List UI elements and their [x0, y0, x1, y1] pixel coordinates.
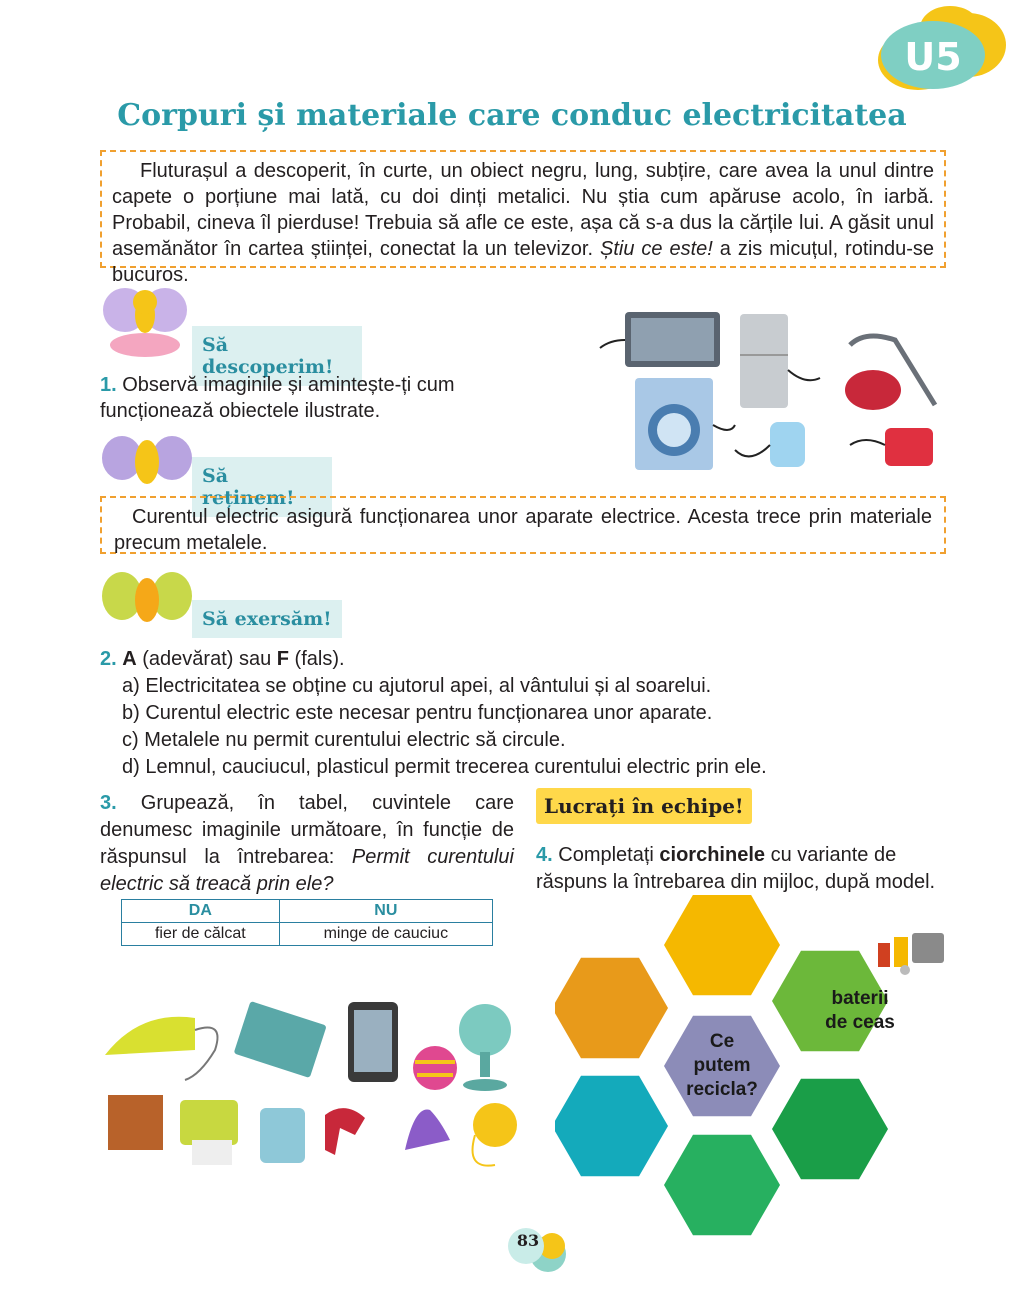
- butterfly-green-icon: [100, 566, 195, 636]
- objects-illustration: [100, 1000, 520, 1175]
- table-cell[interactable]: fier de călcat: [122, 923, 280, 946]
- hexagon-top[interactable]: [664, 895, 780, 995]
- fridge-icon: [740, 314, 788, 408]
- table-header-nu: NU: [279, 900, 492, 923]
- exercise-3: 3. Grupează, în tabel, cuvintele care denumesc imaginile următoare, în funcție de răspunsul la întrebarea: Permit curentului electric să treacă prin ele?: [100, 792, 515, 895]
- hairdryer-icon: [325, 1108, 365, 1155]
- exercise-2-item-c: c) Metalele nu permit curentului electric să circule.: [122, 729, 566, 751]
- retinem-box: [100, 496, 946, 554]
- ball-icon: [413, 1046, 457, 1090]
- butterfly-pink-icon: [100, 280, 190, 360]
- butterfly-purple-icon: [100, 430, 195, 495]
- page-number: 83: [516, 1231, 540, 1250]
- story-text: Fluturașul a descoperit, în curte, un obiect negru, lung, subțire, care avea la unul dintre capete o porțiune mai lată, cu doi dinți metalici. Nu știa cum apăruse acolo, în iarbă. Probabil, cineva îl pierduse! Trebuia să afle ce este, așa că s-a dus la cărțile lui. A găsit unul asemănător în cartea științei, conectat la un televizor. Știu ce este! a zis micuțul, rotindu-se bucuros.: [112, 160, 934, 286]
- exercise-1-text: Observă imaginile și amintește-ți cum funcționează obiectele ilustrate.: [100, 374, 455, 422]
- hex-model-line2: de ceas: [825, 1012, 895, 1033]
- retinem-text: Curentul electric asigură funcționarea unor aparate electrice. Acesta trece prin materiale precum metalele.: [114, 506, 932, 554]
- exercise-2: [100, 646, 820, 781]
- book-icon: [234, 1001, 327, 1078]
- exercise-3-question: Permit curentului electric să treacă prin ele?: [100, 846, 514, 895]
- hexagon-upper-left[interactable]: [555, 958, 668, 1058]
- exercise-4: 4. Completați ciorchinele cu variante de răspuns la întrebarea din mijloc, după model.: [536, 844, 936, 893]
- exercise-1: [100, 372, 520, 424]
- section-exersam: Să exersăm!: [192, 600, 342, 638]
- exercise-2-item-b: b) Curentul electric este necesar pentru funcționarea unor aparate.: [122, 702, 713, 724]
- table-cell[interactable]: minge de cauciuc: [279, 923, 492, 946]
- appliances-illustration: [595, 300, 945, 475]
- hex-center-line1: Ce: [709, 1031, 735, 1052]
- hexagon-bottom[interactable]: [664, 1135, 780, 1235]
- hex-model-line1: baterii: [831, 988, 889, 1009]
- abacus-icon: [108, 1095, 163, 1150]
- exercise-2-item-a: a) Electricitatea se obține cu ajutorul apei, al vântului și al soarelui.: [122, 675, 712, 697]
- exercise-1-number: 1.: [100, 374, 117, 396]
- unit-badge: [858, 0, 1008, 95]
- hexagon-lower-left[interactable]: [555, 1076, 668, 1176]
- hexagon-cluster: [555, 895, 955, 1240]
- vacuum-icon: [845, 370, 901, 410]
- iron-icon: [105, 1017, 195, 1055]
- batteries-icon: [878, 933, 944, 975]
- exercise-4-bold: ciorchinele: [659, 844, 766, 866]
- mixer-icon: [770, 422, 805, 467]
- toaster-icon: [885, 428, 933, 466]
- yarn-icon: [473, 1103, 517, 1147]
- fan-icon: [459, 1004, 511, 1056]
- table-row: [122, 923, 493, 946]
- section-descoperim: Să descoperim!: [192, 326, 362, 386]
- page-title: Corpuri și materiale care conduc electricitatea: [117, 98, 907, 133]
- jar-icon: [260, 1108, 305, 1163]
- section-retinem: Să reținem!: [192, 457, 332, 517]
- story-italic: Știu ce este!: [600, 238, 713, 260]
- dragon-toy-icon: [405, 1110, 450, 1151]
- team-work-label: Lucrați în echipe!: [536, 788, 752, 824]
- table-header-da: DA: [122, 900, 280, 923]
- hex-center-line2: putem: [693, 1055, 751, 1076]
- unit-badge-label: U5: [904, 35, 962, 79]
- exercise-2-prompt: 2. A (adevărat) sau F (fals).: [100, 648, 345, 670]
- printer-icon: [180, 1100, 238, 1145]
- answer-table: [121, 899, 493, 946]
- story-box: [100, 150, 946, 286]
- exercise-2-item-d: d) Lemnul, cauciucul, plasticul permit trecerea curentului electric prin ele.: [122, 756, 767, 778]
- hexagon-lower-right[interactable]: [772, 1079, 888, 1179]
- hex-center-line3: recicla?: [686, 1079, 758, 1100]
